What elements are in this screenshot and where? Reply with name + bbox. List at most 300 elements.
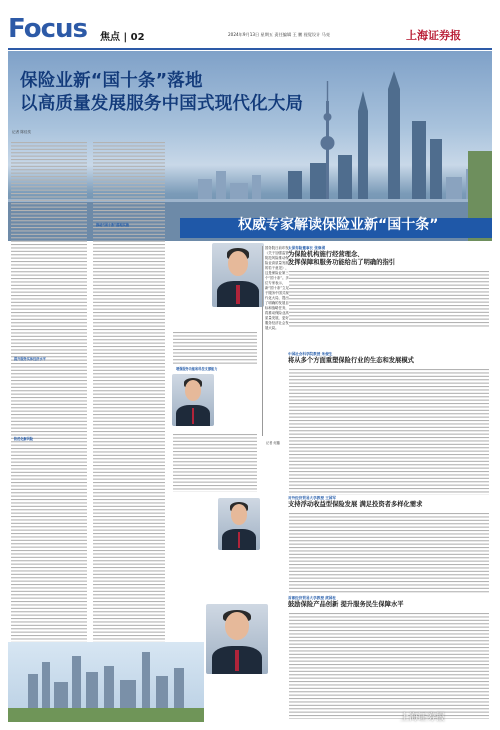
text-line — [93, 247, 165, 248]
text-line — [289, 393, 489, 394]
text-line — [11, 285, 87, 286]
text-line — [93, 394, 165, 395]
text-line — [11, 400, 87, 401]
text-line — [93, 438, 165, 439]
text-line — [93, 462, 165, 463]
text-line — [173, 363, 257, 364]
hero-title-line2: 以高质量发展服务中国式现代化大局 — [20, 94, 304, 114]
text-line — [93, 513, 165, 514]
text-line — [289, 386, 489, 387]
text-line — [289, 288, 489, 289]
text-line — [93, 451, 165, 452]
text-line — [93, 618, 165, 619]
text-line — [289, 302, 489, 303]
text-line — [93, 356, 165, 357]
text-line — [93, 591, 165, 592]
text-line — [11, 152, 87, 153]
text-line — [289, 708, 489, 709]
text-line — [11, 159, 87, 160]
text-line — [93, 275, 165, 276]
text-line — [173, 485, 257, 486]
text-line — [93, 400, 165, 401]
quote-block-2-text — [288, 365, 492, 495]
text-line — [289, 623, 489, 624]
text-line — [93, 176, 165, 177]
text-line — [93, 142, 165, 143]
text-line — [11, 346, 87, 347]
masthead-logo: Focus — [8, 14, 87, 44]
text-line — [11, 237, 87, 238]
text-line — [11, 591, 87, 592]
text-line — [11, 217, 87, 218]
text-line — [11, 462, 87, 463]
hero-title — [20, 70, 303, 116]
text-line — [93, 523, 165, 524]
text-line — [173, 454, 257, 455]
text-line — [11, 190, 87, 191]
text-line — [93, 217, 165, 218]
text-line — [93, 492, 165, 493]
text-line — [93, 431, 165, 432]
text-line — [11, 638, 87, 639]
text-line — [93, 547, 165, 548]
text-line — [11, 186, 87, 187]
text-line — [11, 506, 87, 507]
text-line — [173, 451, 257, 452]
text-line — [289, 544, 489, 545]
text-line — [11, 298, 87, 299]
text-line — [93, 604, 165, 605]
text-line — [11, 547, 87, 548]
text-line — [289, 718, 489, 719]
text-line — [93, 553, 165, 554]
text-line — [93, 332, 165, 333]
text-line — [93, 540, 165, 541]
text-line — [11, 567, 87, 568]
quote-block-4-tag: 首都经济贸易大学教授 庹国柱 — [288, 596, 336, 600]
text-line — [93, 339, 165, 340]
text-line — [93, 268, 165, 269]
text-line — [11, 428, 87, 429]
text-line — [289, 530, 489, 531]
text-line — [11, 417, 87, 418]
text-line — [173, 475, 257, 476]
expert-photo-1 — [212, 243, 264, 307]
text-line — [11, 169, 87, 170]
quote-block-3 — [288, 496, 492, 597]
text-line — [289, 684, 489, 685]
text-line — [93, 625, 165, 626]
text-line — [11, 485, 87, 486]
text-line — [11, 421, 87, 422]
text-line — [289, 468, 489, 469]
text-line — [11, 315, 87, 316]
text-line — [289, 667, 489, 668]
expert-photo-3 — [218, 498, 260, 550]
text-line — [173, 356, 257, 357]
text-line — [289, 698, 489, 699]
text-line — [11, 404, 87, 405]
text-line — [11, 509, 87, 510]
text-line — [93, 295, 165, 296]
text-line — [289, 410, 489, 411]
text-line — [93, 475, 165, 476]
text-line — [11, 536, 87, 537]
text-line — [93, 237, 165, 238]
text-line — [173, 349, 257, 350]
text-line — [93, 526, 165, 527]
text-line — [289, 312, 489, 313]
text-line — [289, 478, 489, 479]
text-line — [289, 691, 489, 692]
text-line — [93, 162, 165, 163]
text-line — [93, 608, 165, 609]
text-line — [93, 570, 165, 571]
text-line — [173, 359, 257, 360]
pull-quote: 国务院日前印发《关于加强监管防范风险推动保险业高质量发展的若干意见》，这是保险业第三个“国十条”。多位专家表示，新“国十条”立足于服务中国式现代化大局，提出了明确的发展目标和战略任务，将推动保险业高质量发展，更好服务经济社会发展大局。 — [265, 246, 289, 330]
text-line — [11, 397, 87, 398]
text-line — [289, 396, 489, 397]
text-line — [11, 363, 87, 364]
text-line — [93, 581, 165, 582]
text-line — [11, 264, 87, 265]
text-line — [289, 440, 489, 441]
second-column-text-lines — [92, 138, 168, 678]
left-column-text-lines — [10, 138, 90, 718]
text-line — [289, 678, 489, 679]
text-line — [289, 461, 489, 462]
text-line — [93, 458, 165, 459]
text-line — [11, 220, 87, 221]
text-line — [289, 554, 489, 555]
text-line — [289, 571, 489, 572]
text-line — [289, 457, 489, 458]
text-line — [11, 407, 87, 408]
text-line — [11, 349, 87, 350]
text-line — [289, 400, 489, 401]
text-line — [289, 434, 489, 435]
text-line — [11, 560, 87, 561]
text-line — [289, 523, 489, 524]
text-line — [11, 261, 87, 262]
text-line — [11, 373, 87, 374]
text-line — [289, 291, 489, 292]
text-line — [11, 526, 87, 527]
text-line — [93, 594, 165, 595]
text-line — [93, 244, 165, 245]
text-line — [289, 588, 489, 589]
text-line — [93, 530, 165, 531]
text-line — [93, 346, 165, 347]
text-line — [289, 420, 489, 421]
text-line — [93, 288, 165, 289]
text-line — [93, 254, 165, 255]
text-line — [93, 496, 165, 497]
text-line — [11, 516, 87, 517]
text-line — [289, 281, 489, 282]
text-line — [93, 186, 165, 187]
text-line — [93, 149, 165, 150]
text-line — [93, 417, 165, 418]
quote-block-1 — [288, 246, 492, 331]
text-line — [11, 268, 87, 269]
text-line — [289, 481, 489, 482]
text-line — [93, 455, 165, 456]
text-line — [93, 519, 165, 520]
text-line — [11, 448, 87, 449]
text-line — [93, 309, 165, 310]
text-line — [289, 561, 489, 562]
text-line — [11, 523, 87, 524]
text-line — [11, 176, 87, 177]
text-line — [173, 461, 257, 462]
text-line — [93, 241, 165, 242]
text-line — [93, 285, 165, 286]
text-line — [11, 608, 87, 609]
text-line — [93, 329, 165, 330]
text-line — [93, 445, 165, 446]
text-line — [289, 664, 489, 665]
quote-block-2 — [288, 352, 492, 499]
text-line — [173, 448, 257, 449]
text-line — [173, 482, 257, 483]
text-line — [11, 441, 87, 442]
text-line — [173, 488, 257, 489]
text-line — [11, 465, 87, 466]
text-line — [11, 329, 87, 330]
left-heading-2: 防范化解风险 — [14, 437, 34, 441]
text-line — [289, 389, 489, 390]
text-line — [173, 434, 257, 435]
quote-block-4-text — [288, 609, 492, 719]
text-line — [93, 312, 165, 313]
text-line — [11, 513, 87, 514]
text-line — [289, 520, 489, 521]
text-line — [93, 397, 165, 398]
text-line — [11, 543, 87, 544]
text-line — [11, 200, 87, 201]
text-line — [11, 632, 87, 633]
text-line — [289, 413, 489, 414]
text-line — [11, 332, 87, 333]
text-line — [93, 638, 165, 639]
text-line — [289, 661, 489, 662]
hero-title-line1: 保险业新“国十条”落地 — [20, 71, 203, 91]
text-line — [289, 447, 489, 448]
text-line — [11, 230, 87, 231]
text-line — [11, 166, 87, 167]
text-line — [93, 278, 165, 279]
text-line — [93, 468, 165, 469]
text-line — [11, 598, 87, 599]
text-line — [289, 485, 489, 486]
text-line — [173, 468, 257, 469]
text-line — [93, 564, 165, 565]
text-line — [93, 179, 165, 180]
text-line — [289, 322, 489, 323]
text-line — [93, 258, 165, 259]
text-line — [93, 145, 165, 146]
text-line — [289, 715, 489, 716]
text-line — [93, 196, 165, 197]
text-line — [93, 550, 165, 551]
text-line — [11, 540, 87, 541]
text-line — [11, 196, 87, 197]
text-line — [93, 366, 165, 367]
text-line — [289, 376, 489, 377]
text-line — [93, 632, 165, 633]
text-line — [11, 431, 87, 432]
text-line — [93, 302, 165, 303]
text-line — [11, 173, 87, 174]
text-line — [93, 502, 165, 503]
text-line — [289, 383, 489, 384]
pull-quote-author: 记者 何璐 — [266, 441, 280, 445]
byline: 记者 陈佳奕 — [12, 130, 32, 134]
quote-block-1-text — [288, 267, 492, 327]
text-line — [11, 145, 87, 146]
text-line — [289, 369, 489, 370]
text-line — [93, 482, 165, 483]
text-line — [289, 516, 489, 517]
text-line — [93, 584, 165, 585]
text-line — [289, 488, 489, 489]
text-line — [93, 598, 165, 599]
text-line — [289, 474, 489, 475]
text-line — [289, 701, 489, 702]
text-line — [93, 360, 165, 361]
text-line — [11, 343, 87, 344]
expert-photo-4 — [206, 604, 268, 674]
text-line — [93, 577, 165, 578]
text-line — [93, 506, 165, 507]
text-line — [289, 533, 489, 534]
text-line — [11, 302, 87, 303]
quote-block-3-text — [288, 509, 492, 593]
text-line — [11, 468, 87, 469]
masthead-rule — [8, 48, 492, 50]
text-line — [93, 203, 165, 204]
text-line — [11, 574, 87, 575]
text-line — [11, 370, 87, 371]
text-line — [93, 234, 165, 235]
text-line — [93, 390, 165, 391]
left-heading-1: 提升服务实体经济水平 — [14, 357, 46, 361]
text-line — [289, 547, 489, 548]
text-line — [93, 574, 165, 575]
text-line — [11, 601, 87, 602]
text-line — [93, 536, 165, 537]
text-line — [11, 292, 87, 293]
text-line — [93, 615, 165, 616]
mid-text-block-2 — [172, 330, 260, 364]
text-line — [11, 564, 87, 565]
text-line — [289, 540, 489, 541]
text-line — [289, 688, 489, 689]
text-line — [93, 516, 165, 517]
text-line — [289, 695, 489, 696]
mid-heading: 增强服务功能和科技支撑能力 — [176, 367, 218, 371]
text-line — [173, 441, 257, 442]
text-line — [289, 430, 489, 431]
text-line — [289, 647, 489, 648]
text-line — [11, 244, 87, 245]
text-line — [11, 496, 87, 497]
text-line — [173, 352, 257, 353]
text-line — [11, 445, 87, 446]
pull-quote-box — [262, 246, 289, 436]
text-line — [11, 604, 87, 605]
text-line — [11, 179, 87, 180]
text-line — [289, 712, 489, 713]
text-line — [93, 411, 165, 412]
text-line — [93, 567, 165, 568]
text-line — [93, 373, 165, 374]
text-line — [93, 298, 165, 299]
text-line — [289, 315, 489, 316]
text-line — [289, 491, 489, 492]
text-line — [93, 319, 165, 320]
text-line — [173, 342, 257, 343]
text-line — [11, 615, 87, 616]
text-line — [93, 424, 165, 425]
text-line — [11, 193, 87, 194]
text-line — [289, 581, 489, 582]
expert-photo-2 — [172, 374, 214, 426]
text-line — [11, 570, 87, 571]
text-line — [11, 234, 87, 235]
bottom-city-image — [8, 642, 204, 722]
text-line — [11, 635, 87, 636]
quote-block-3-title: 支持浮动收益型保险发展 满足投资者多样化需求 — [288, 501, 423, 508]
text-line — [93, 183, 165, 184]
quote-block-2-tag: 中国社会科学院教授 朱俊生 — [288, 352, 333, 356]
text-line — [93, 190, 165, 191]
text-line — [289, 557, 489, 558]
subbanner-title: 权威专家解读保险业新“国十条” — [238, 217, 439, 233]
text-line — [93, 587, 165, 588]
text-line — [289, 295, 489, 296]
text-line — [93, 489, 165, 490]
text-line — [93, 533, 165, 534]
text-line — [173, 471, 257, 472]
text-line — [93, 169, 165, 170]
text-line — [11, 326, 87, 327]
text-line — [11, 319, 87, 320]
text-line — [93, 264, 165, 265]
text-line — [289, 319, 489, 320]
text-line — [289, 633, 489, 634]
text-line — [11, 557, 87, 558]
text-line — [93, 383, 165, 384]
text-line — [289, 637, 489, 638]
text-line — [93, 230, 165, 231]
text-line — [93, 407, 165, 408]
text-line — [11, 305, 87, 306]
quote-block-4-title: 鼓励保险产品创新 提升服务民生保障水平 — [288, 601, 404, 608]
left-article-column — [10, 138, 90, 718]
text-line — [93, 404, 165, 405]
text-line — [93, 152, 165, 153]
text-line — [11, 414, 87, 415]
text-line — [93, 479, 165, 480]
text-line — [93, 387, 165, 388]
text-line — [11, 309, 87, 310]
text-line — [289, 406, 489, 407]
text-line — [11, 594, 87, 595]
text-line — [93, 414, 165, 415]
text-line — [93, 635, 165, 636]
